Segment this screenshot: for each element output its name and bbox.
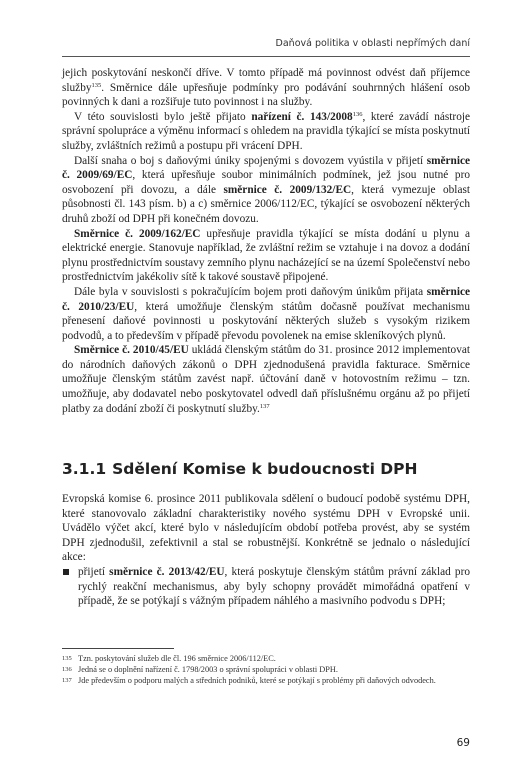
paragraph-6 [62,343,470,416]
text-run: přijetí [78,565,110,578]
paragraph-4 [62,227,470,285]
footnote-ref-137[interactable]: 137 [259,402,270,410]
directive-ref: směrnice č. 2009/69/EC [62,154,470,182]
footnote-number: 137 [62,676,72,684]
regulation-ref: nařízení č. 143/2008 [251,110,353,123]
footnote-text: Jde především o podporu malých a středních podniků, které se potýkají s problémy při daňových odvodech. [78,675,436,685]
footnote-ref-136[interactable]: 136 [352,110,363,118]
text-run: , které zavádí nástroje správní spolupráce a výměnu informací s ohledem na pravidla týkající se místa poskytnutí služby, zvláštních režimů a postupu při vrácení DPH. [62,110,470,152]
footnote-135 [62,654,470,665]
text-run: ukládá členským státům do 31. prosince 2012 implementovat do národních daňových zákonů o DPH zjednodušená pravidla fakturace. Směrnice umožňuje členským státům zavést např. účtování daně v hotovostním režimu – tzn. umožňuje, aby dodavatel nebo poskytovatel odvedl daň příslušnému orgánu až po přijetí platby za dodání zboží či poskytnutí služby. [62,344,470,415]
text-run: upřesňuje pravidla týkající se místa dodání u plynu a elektrické energie. Stanovuje například, že zvláštní režim se vztahuje i na dovoz a dodání plynu prostřednictvím soustavy zemního plynu nacházející se na území Společenství nebo prostřednictvím jakékoliv sítě k takové soustavě připojené. [62,227,470,284]
directive-ref: směrnice č. 2009/132/EC [223,183,352,196]
footnote-separator [62,648,174,649]
directive-ref: Směrnice č. 2010/45/EU [74,344,189,357]
section-paragraph-1: Evropská komise 6. prosince 2011 publikovala sdělení o budoucí podobě systému DPH, které stanovovalo základní charakteristiky nového systému DPH v Evropské unii. Uvádělo výčet akcí, které bylo v následujícím období potřeba provést, aby se systém DPH zjednodušil, zefektivnil a stal se robustnější. Konkrétně se jednalo o následující akce: [62,493,470,564]
section-title: Sdělení Komise k budoucnosti DPH [112,460,418,478]
paragraph-3 [62,154,470,227]
text-run: V této souvislosti bylo ještě přijato [74,110,252,123]
footnote-136 [62,665,470,676]
directive-ref: směrnice č. 2013/42/EU [109,565,225,578]
square-bullet-icon [63,569,69,575]
text-run: , která upřesňuje soubor minimálních podmínek, jež jsou nutné pro osvobození při dovozu, a dále [62,169,470,196]
header-rule [62,56,470,57]
text-run: , která umožňuje členským státům dočasně používat mechanismu přenesení daňové povinnosti u poskytování některých služeb s vysokým rizikem podvodů, a to především v případě převodu povolenek na emise skleníkových plynů. [62,300,470,342]
action-list [62,565,470,609]
footnote-text: Jedná se o doplnění nařízení č. 1798/2003 o správní spolupráci v oblasti DPH. [78,664,338,674]
text-run: Další snaha o boj s daňovými úniky spojenými s dovozem vyústila v přijetí [74,154,427,167]
footnote-137 [62,676,470,687]
directive-ref: Směrnice č. 2009/162/EC [74,227,201,240]
text-run: , která vymezuje oblast působnosti čl. 143 písm. b) a c) směrnice 2006/112/EC, týkající se osvobození některých druhů zboží od DPH při konečném dovozu. [62,183,470,225]
running-header: Daňová politika v oblasti nepřímých daní [275,38,470,49]
text-run: . Směrnice dále upřesňuje podmínky pro podávání souhrnných hlášení osob povinných k dani a rozšiřuje tuto povinnost i na služby. [62,81,470,109]
paragraph-2 [62,110,470,154]
directive-ref: směrnice č. 2010/23/EU [62,285,470,313]
paragraph-1 [62,66,470,110]
footnote-number: 135 [62,655,72,662]
section-heading [62,460,418,478]
footnotes [62,654,470,686]
text-run: Dále byla v souvislosti s pokračujícím bojem proti daňovým únikům přijata [74,285,427,298]
main-text [62,66,470,416]
text-run: jejich poskytování neskončí dříve. V tomto případě má povinnost odvést daň příjemce služby [62,67,470,94]
footnote-number: 136 [62,665,72,673]
section-number: 3.1.1 [62,460,107,478]
list-item [62,565,470,609]
footnote-text: Tzn. poskytování služeb dle čl. 196 směrnice 2006/112/EC. [78,654,276,663]
section-text [62,492,470,609]
text-run: , která poskytuje členským státům právní základ pro rychlý reakční mechanismus, aby byly schopny provádět mimořádná opatření v případě, že se potýkají s vážným případem náhlého a masivního podvodu s DPH; [78,565,470,608]
paragraph-5 [62,285,470,343]
footnote-ref-135[interactable]: 135 [91,81,102,89]
page-number: 69 [456,737,470,749]
